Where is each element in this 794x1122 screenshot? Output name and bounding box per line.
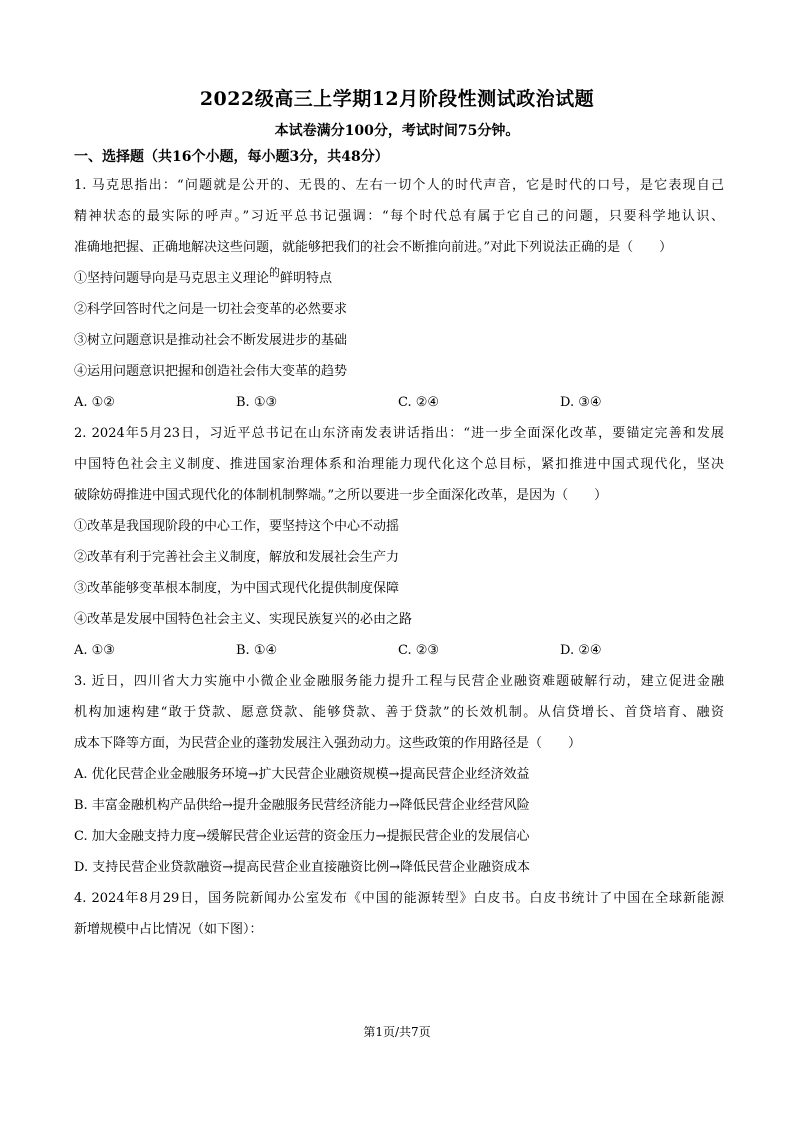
answer-options	[74, 635, 724, 666]
option-c: C. ②③	[398, 643, 440, 658]
question-stem-line: 中国特色社会主义制度、推进国家治理体系和治理能力现代化这个总目标，紧扣推进中国式现代化，坚决	[74, 457, 724, 472]
question-stem-line: 1. 马克思指出：“问题就是公开的、无畏的、左右一切个人的时代声音，它是时代的口号，是它表现自己	[74, 178, 724, 193]
question-stem-line: 2. 2024年5月23日，习近平总书记在山东济南发表讲话指出：“进一步全面深化改革，要锚定完善和发展	[74, 426, 724, 441]
option-a: A. ①③	[74, 643, 115, 658]
option-d: D. ②④	[560, 643, 602, 658]
section-heading: 一、选择题（共16个小题，每小题3分，共48分）	[74, 149, 389, 165]
question-2	[74, 418, 724, 666]
question-3	[74, 666, 724, 883]
statement-text: 鲜明特点	[280, 271, 333, 286]
option-b: B. ①③	[236, 395, 278, 410]
choice-d: D. 支持民营企业贷款融资→提高民营企业直接融资比例→降低民营企业融资成本	[74, 860, 531, 875]
page-number: 第1页/共7页	[363, 1025, 431, 1039]
option-d: D. ③④	[560, 395, 602, 410]
answer-options	[74, 387, 724, 418]
page-title: 2022级高三上学期12月阶段性测试政治试题	[199, 88, 595, 110]
statement-item: ④运用问题意识把握和创造社会伟大变革的趋势	[74, 364, 348, 379]
question-1	[74, 170, 724, 418]
option-a: A. ①②	[74, 395, 115, 410]
statement-superscript: 的	[269, 266, 281, 279]
statement-item: ①改革是我国现阶段的中心工作，要坚持这个中心不动摇	[74, 519, 400, 534]
question-list	[74, 170, 724, 945]
question-stem-line: 成本下降等方面，为民营企业的蓬勃发展注入强劲动力。这些政策的作用路径是（ ）	[74, 736, 582, 751]
question-stem-line: 机构加速构建“敢于贷款、愿意贷款、能够贷款、善于贷款”的长效机制。从信贷增长、首贷培育、融资	[74, 705, 724, 720]
statement-item: ④改革是发展中国特色社会主义、实现民族复兴的必由之路	[74, 612, 413, 627]
option-b: B. ①④	[236, 643, 278, 658]
statement-text: ①坚持问题导向是马克思主义理论	[74, 271, 270, 286]
question-stem-line: 准确地把握、正确地解决这些问题，就能够把我们的社会不断推向前进。”对此下列说法正确的是（ ）	[74, 240, 673, 255]
question-stem-line: 4. 2024年8月29日，国务院新闻办公室发布《中国的能源转型》白皮书。白皮书统计了中国在全球新能源	[74, 891, 724, 906]
choice-c: C. 加大金融支持力度→缓解民营企业运营的资金压力→提振民营企业的发展信心	[74, 829, 530, 844]
choice-a: A. 优化民营企业金融服务环境→扩大民营企业融资规模→提高民营企业经济效益	[74, 767, 530, 782]
statement-item: ③改革能够变革根本制度，为中国式现代化提供制度保障	[74, 581, 400, 596]
question-4	[74, 883, 724, 945]
statement-item	[74, 263, 724, 294]
question-stem-line: 破除妨碍推进中国式现代化的体制机制弊端。”之所以要进一步全面深化改革，是因为（ ）	[74, 488, 608, 503]
statement-item: ③树立问题意识是推动社会不断发展进步的基础	[74, 333, 348, 348]
statement-item: ②改革有利于完善社会主义制度，解放和发展社会生产力	[74, 550, 400, 565]
statement-item: ②科学回答时代之问是一切社会变革的必然要求	[74, 302, 348, 317]
option-c: C. ②④	[398, 395, 440, 410]
question-stem-line: 3. 近日，四川省大力实施中小微企业金融服务能力提升工程与民营企业融资难题破解行动，建立促进金融	[74, 674, 724, 689]
question-stem-line: 新增规模中占比情况（如下图）：	[74, 922, 263, 937]
choice-b: B. 丰富金融机构产品供给→提升金融服务民营经济能力→降低民营企业经营风险	[74, 798, 530, 813]
question-stem-line: 精神状态的最实际的呼声。”习近平总书记强调：“每个时代总有属于它自己的问题，只要科学地认识、	[74, 209, 724, 224]
exam-info: 本试卷满分100分，考试时间75分钟。	[274, 123, 520, 139]
